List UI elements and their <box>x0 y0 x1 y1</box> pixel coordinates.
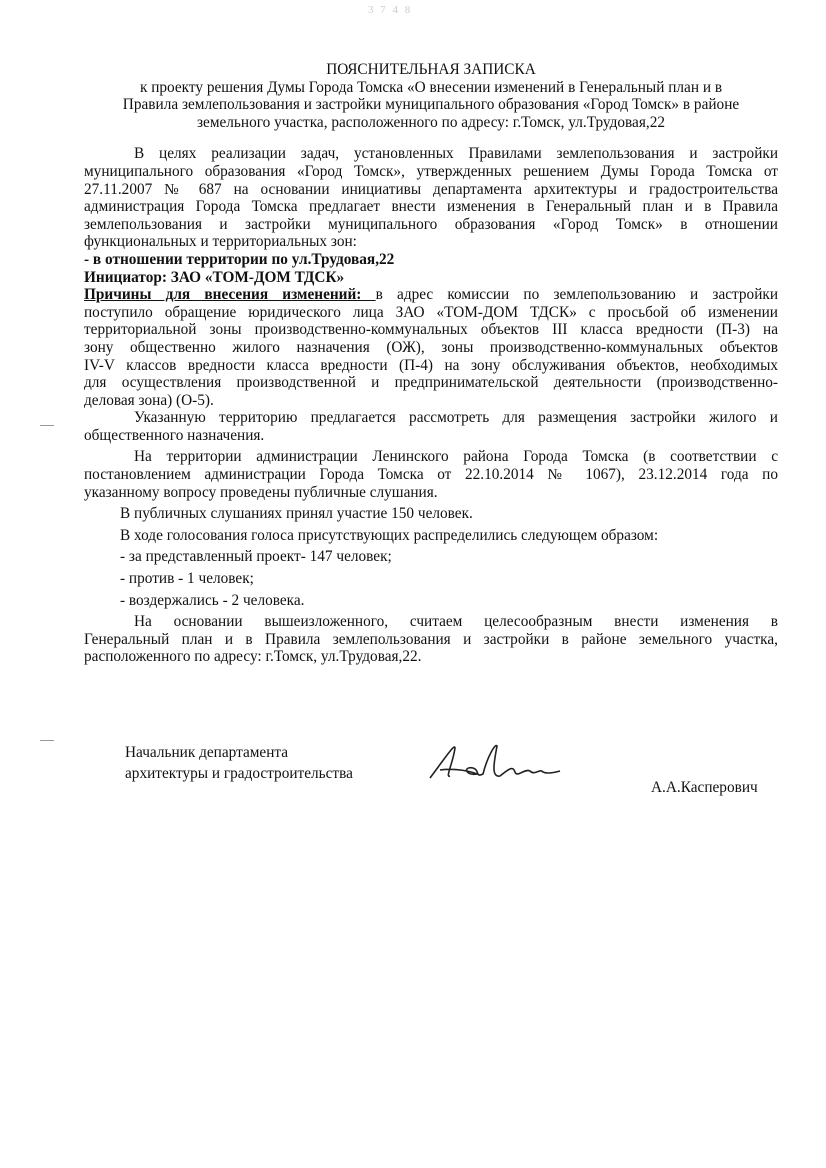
text-line: постановлением администрации Города Томска от 22.10.2014 № 1067), 23.12.2014 года по <box>84 466 778 484</box>
signatory-name: А.А.Касперович <box>651 779 758 796</box>
text-line: Указанную территорию предлагается рассмотреть для размещения застройки жилого и <box>134 409 778 427</box>
text-line: землепользования и застройки муниципального образования «Город Томск» в отношении <box>84 215 778 233</box>
paragraph-territory <box>84 409 778 444</box>
text-line: Начальник департамента <box>125 744 289 761</box>
paragraph-hearing <box>84 448 778 501</box>
text-line: деловая зона) (О-5). <box>84 391 214 409</box>
vote-against: - против - 1 человек; <box>120 570 254 588</box>
document-title: ПОЯСНИТЕЛЬНАЯ ЗАПИСКА <box>326 61 536 78</box>
text-line: территориальной зоны производственно-коммунальных объектов III класса вредности (П-3) на <box>84 321 778 339</box>
text-line: общественного назначения. <box>84 426 265 444</box>
text-line: поступило обращение юридического лица ЗАО «ТОМ-ДОМ ТДСК» с просьбой об изменении <box>84 303 778 321</box>
page-stamp: 3 7 4 8 <box>368 4 413 16</box>
paragraph-conclusion <box>84 613 778 666</box>
signatory-position <box>125 742 353 784</box>
subtitle-line: к проекту решения Думы Города Томска «О внесении изменений в Генеральный план и в <box>139 78 723 96</box>
text-line: администрация Города Томска предлагает внести изменения в Генеральный план и в Правила <box>84 198 778 216</box>
text-line: Генеральный план и в Правила землепользования и застройки в районе земельного участка, <box>84 630 778 648</box>
text-line: На основании вышеизложенного, считаем целесообразным внести изменения в <box>134 613 778 631</box>
text-line: В целях реализации задач, установленных Правилами землепользования и застройки <box>134 145 778 163</box>
text-line: архитектуры и градостроительства <box>125 765 353 782</box>
subtitle-line: земельного участка, расположенного по адресу: г.Томск, ул.Трудовая,22 <box>196 113 666 131</box>
text-line: зону общественно жилого назначения (ОЖ), зоны производственно-коммунальных объектов <box>84 338 778 356</box>
text-line: для осуществления производственной и предпринимательской деятельности (производственно- <box>84 374 778 392</box>
text-line: в адрес комиссии по землепользованию и застройки <box>375 286 779 304</box>
vote-for: - за представленный проект- 147 человек; <box>120 548 392 566</box>
text-line: расположенного по адресу: г.Томск, ул.Трудовая,22. <box>84 648 422 666</box>
text-line: На территории администрации Ленинского района Города Томска (в соответствии с <box>134 448 778 466</box>
text-line: указанному вопросу проведены публичные слушания. <box>84 483 438 501</box>
paragraph-intro <box>84 145 778 251</box>
text-line: IV-V классов вредности класса вредности (П-4) на зону обслуживания объектов, необходимых <box>84 356 778 374</box>
text-line: функциональных и территориальных зон: <box>84 233 357 251</box>
scan-mark <box>40 740 54 741</box>
scan-mark <box>40 425 54 426</box>
territory-line: - в отношении территории по ул.Трудовая,22 <box>84 250 395 268</box>
participants-line: В публичных слушаниях принял участие 150 человек. <box>120 505 473 523</box>
voting-intro-line: В ходе голосования голоса присутствующих распределились следующем образом: <box>120 526 659 544</box>
subtitle-line: Правила землепользования и застройки муниципального образования «Город Томск» в районе <box>122 96 740 114</box>
vote-abstain: - воздержались - 2 человека. <box>120 591 305 609</box>
text-line: 27.11.2007 № 687 на основании инициативы департамента архитектуры и градостроительства <box>84 180 778 198</box>
handwritten-signature <box>425 738 565 793</box>
text-line: муниципального образования «Город Томск», утвержденных решением Думы Города Томска от <box>84 162 778 180</box>
reasons-label: Причины для внесения изменений: <box>84 286 376 304</box>
initiator-line: Инициатор: ЗАО «ТОМ-ДОМ ТДСК» <box>84 268 345 286</box>
paragraph-reasons <box>84 286 778 409</box>
document-body <box>84 61 778 666</box>
